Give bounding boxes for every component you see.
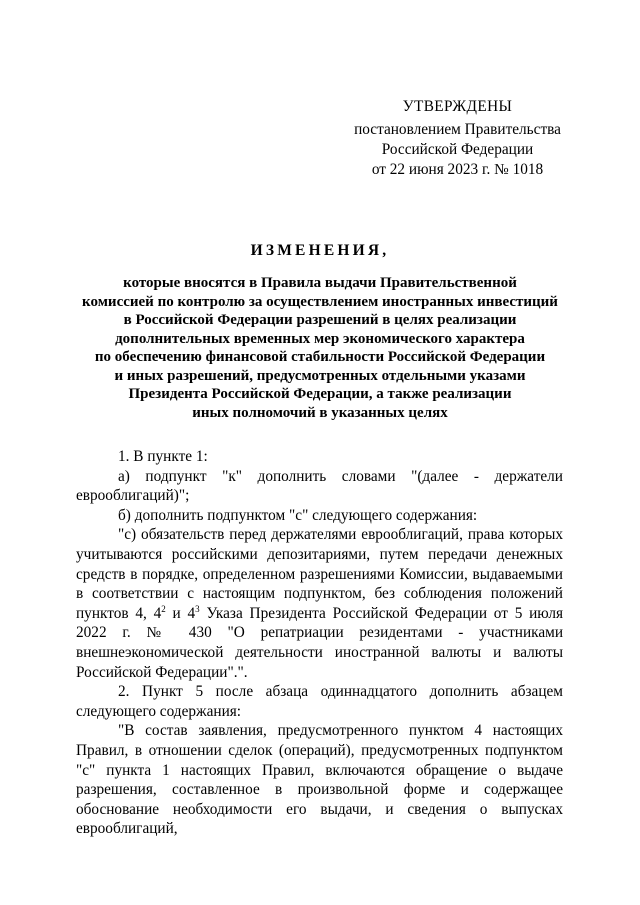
- paragraph-subitem-b: б) дополнить подпунктом "с" следующего содержания:: [118, 506, 478, 524]
- approval-heading: УТВЕРЖДЕНЫ: [402, 98, 513, 115]
- subtitle-line: комиссией по контролю за осуществлением иностранных инвестиций: [82, 293, 558, 310]
- document-body: [76, 447, 563, 839]
- subtitle-line: дополнительных временных мер экономического характера: [115, 330, 525, 347]
- superscript: 3: [195, 603, 200, 614]
- subtitle-line: и иных разрешений, предусмотренных отдельными указами: [114, 367, 526, 384]
- subtitle-line: по обеспечению финансовой стабильности Российской Федерации: [94, 349, 546, 365]
- approval-line: от 22 июня 2023 г. № 1018: [371, 161, 544, 178]
- quote-text: "с) обязательств перед держателями еврооблигаций, права которых учитываются российскими депозитариями, путем передачи денежных средств в порядке, определенном разрешениями Комиссии, выдаваемыми в соответствии с настоящим подпунктом, без соблюдения положений пунктов 4, 4: [76, 526, 563, 622]
- document-title: ИЗМЕНЕНИЯ,: [250, 242, 390, 259]
- superscript: 2: [161, 603, 166, 614]
- approval-line: постановлением Правительства: [354, 121, 561, 138]
- paragraph-quote-c: [76, 525, 563, 682]
- quote-text: и 4: [165, 604, 196, 622]
- title-block: [40, 242, 600, 422]
- quote-text: Указа Президента Российской Федерации от 5 июля 2022 г. № 430 "О репатриации резидентами - участниками внешнеэкономической деятельности иностранной валюты и валюты Российской Федерации".".: [76, 604, 564, 681]
- approval-line: Российской Федерации: [381, 141, 534, 158]
- subtitle-line: Президента Российской Федерации, а также реализации: [128, 386, 512, 402]
- subtitle-line: иных полномочий в указанных целях: [192, 404, 448, 421]
- paragraph-quote-rules: "В состав заявления, предусмотренного пунктом 4 настоящих Правил, в отношении сделок (операций), предусмотренных подпунктом "с" пункта 1 настоящих Правил, включаются обращение о выдаче разрешения, составленное в произвольной форме и содержащее обоснование необходимости его выдачи, и сведения о выпусках еврооблигаций,: [76, 722, 563, 838]
- paragraph-subitem-a-cont: еврооблигаций)";: [76, 487, 190, 505]
- subtitle-line: которые вносятся в Правила выдачи Правительственной: [123, 275, 517, 291]
- paragraph-item-2: 2. Пункт 5 после абзаца одиннадцатого дополнить абзацем: [118, 683, 563, 701]
- paragraph-item-1: 1. В пункте 1:: [118, 448, 208, 465]
- subtitle-line: в Российской Федерации разрешений в целях реализации: [123, 312, 517, 328]
- paragraph-item-2-cont: следующего содержания:: [76, 702, 242, 720]
- approval-block: [340, 97, 575, 180]
- paragraph-subitem-a: а) подпункт "к" дополнить словами "(далее - держатели: [118, 467, 563, 485]
